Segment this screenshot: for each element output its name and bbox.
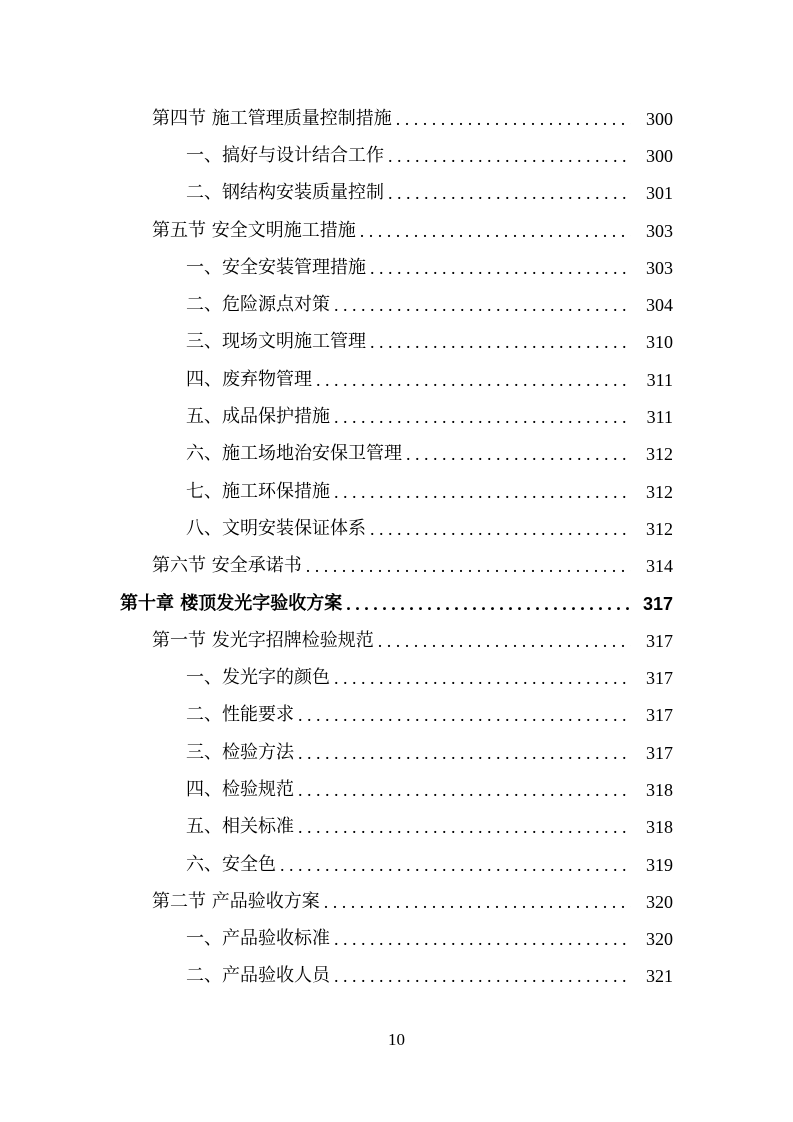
toc-entry-page: 312: [631, 481, 673, 503]
toc-entry-label: 一、产品验收标准: [186, 928, 334, 950]
toc-dot-leader: [360, 220, 631, 242]
toc-dot-leader: [370, 331, 631, 353]
toc-dot-leader: [334, 667, 631, 689]
toc-entry-label: 第六节 安全承诺书: [152, 555, 306, 577]
toc-entry[interactable]: [0, 286, 793, 323]
toc-entry-page: 320: [631, 891, 673, 913]
toc-dot-leader: [298, 816, 631, 838]
toc-dot-leader: [334, 294, 631, 316]
toc-entry[interactable]: [0, 510, 793, 547]
toc-entry-page: 317: [631, 704, 673, 726]
toc-entry-label: 五、相关标准: [186, 816, 298, 838]
toc-entry[interactable]: [0, 734, 793, 771]
toc-dot-leader: [316, 369, 631, 391]
toc-entry-label: 二、钢结构安装质量控制: [186, 182, 388, 204]
toc-dot-leader: [298, 779, 631, 801]
toc-entry-label: 四、检验规范: [186, 779, 298, 801]
toc-entry-page: 317: [631, 630, 673, 652]
toc-entry[interactable]: [0, 175, 793, 212]
toc-entry[interactable]: [0, 398, 793, 435]
toc-dot-leader: [378, 630, 631, 652]
toc-entry[interactable]: [0, 958, 793, 995]
toc-entry-label: 一、发光字的颜色: [186, 667, 334, 689]
toc-entry-label: 六、施工场地治安保卫管理: [186, 443, 406, 465]
toc-entry-label: 二、性能要求: [186, 704, 298, 726]
toc-dot-leader: [346, 593, 631, 615]
toc-entry-page: 304: [631, 294, 673, 316]
toc-chapter-entry[interactable]: [0, 585, 793, 622]
toc-dot-leader: [280, 854, 631, 876]
toc-entry[interactable]: [0, 436, 793, 473]
toc-dot-leader: [388, 182, 631, 204]
toc-entry[interactable]: [0, 622, 793, 659]
toc-entry-page: 311: [631, 406, 673, 428]
toc-entry-page: 300: [631, 108, 673, 130]
table-of-contents: [0, 100, 793, 995]
toc-entry[interactable]: [0, 137, 793, 174]
toc-entry[interactable]: [0, 809, 793, 846]
toc-dot-leader: [406, 443, 631, 465]
toc-entry-page: 301: [631, 182, 673, 204]
toc-entry-label: 第四节 施工管理质量控制措施: [152, 108, 396, 130]
toc-entry-label: 六、安全色: [186, 854, 280, 876]
page-number: 10: [388, 1030, 405, 1049]
toc-entry-page: 317: [631, 742, 673, 764]
toc-entry-page: 312: [631, 518, 673, 540]
toc-entry-page: 320: [631, 928, 673, 950]
toc-dot-leader: [334, 406, 631, 428]
toc-entry[interactable]: [0, 659, 793, 696]
toc-entry-label: 八、文明安装保证体系: [186, 518, 370, 540]
toc-entry-label: 第五节 安全文明施工措施: [152, 220, 360, 242]
toc-entry-page: 321: [631, 965, 673, 987]
toc-entry[interactable]: [0, 212, 793, 249]
toc-entry[interactable]: [0, 100, 793, 137]
toc-entry-page: 300: [631, 145, 673, 167]
toc-dot-leader: [370, 518, 631, 540]
toc-entry[interactable]: [0, 324, 793, 361]
toc-entry[interactable]: [0, 249, 793, 286]
toc-dot-leader: [334, 965, 631, 987]
toc-entry-label: 第二节 产品验收方案: [152, 891, 324, 913]
toc-entry-label: 三、现场文明施工管理: [186, 331, 370, 353]
toc-dot-leader: [298, 704, 631, 726]
toc-entry-page: 310: [631, 331, 673, 353]
toc-dot-leader: [324, 891, 631, 913]
toc-entry[interactable]: [0, 771, 793, 808]
toc-entry[interactable]: [0, 921, 793, 958]
toc-entry-label: 三、检验方法: [186, 742, 298, 764]
toc-entry[interactable]: [0, 473, 793, 510]
toc-entry-page: 303: [631, 257, 673, 279]
toc-dot-leader: [396, 108, 631, 130]
toc-dot-leader: [334, 481, 631, 503]
toc-entry-page: 311: [631, 369, 673, 391]
toc-entry-page: 318: [631, 779, 673, 801]
toc-entry-page: 312: [631, 443, 673, 465]
toc-entry-page: 314: [631, 555, 673, 577]
toc-entry-page: 317: [631, 593, 673, 615]
toc-entry-label: 第一节 发光字招牌检验规范: [152, 630, 378, 652]
toc-entry[interactable]: [0, 846, 793, 883]
toc-entry[interactable]: [0, 883, 793, 920]
toc-entry-page: 317: [631, 667, 673, 689]
toc-entry-label: 四、废弃物管理: [186, 369, 316, 391]
toc-entry-label: 第十章 楼顶发光字验收方案: [120, 593, 346, 615]
toc-entry-label: 五、成品保护措施: [186, 406, 334, 428]
toc-entry[interactable]: [0, 697, 793, 734]
toc-entry[interactable]: [0, 361, 793, 398]
toc-entry-label: 二、产品验收人员: [186, 965, 334, 987]
toc-entry-label: 一、搞好与设计结合工作: [186, 145, 388, 167]
toc-entry[interactable]: [0, 548, 793, 585]
toc-entry-label: 七、施工环保措施: [186, 481, 334, 503]
toc-dot-leader: [298, 742, 631, 764]
toc-dot-leader: [388, 145, 631, 167]
toc-entry-label: 二、危险源点对策: [186, 294, 334, 316]
toc-entry-page: 303: [631, 220, 673, 242]
toc-entry-page: 318: [631, 816, 673, 838]
toc-dot-leader: [370, 257, 631, 279]
toc-dot-leader: [306, 555, 631, 577]
toc-entry-label: 一、安全安装管理措施: [186, 257, 370, 279]
toc-entry-page: 319: [631, 854, 673, 876]
toc-dot-leader: [334, 928, 631, 950]
